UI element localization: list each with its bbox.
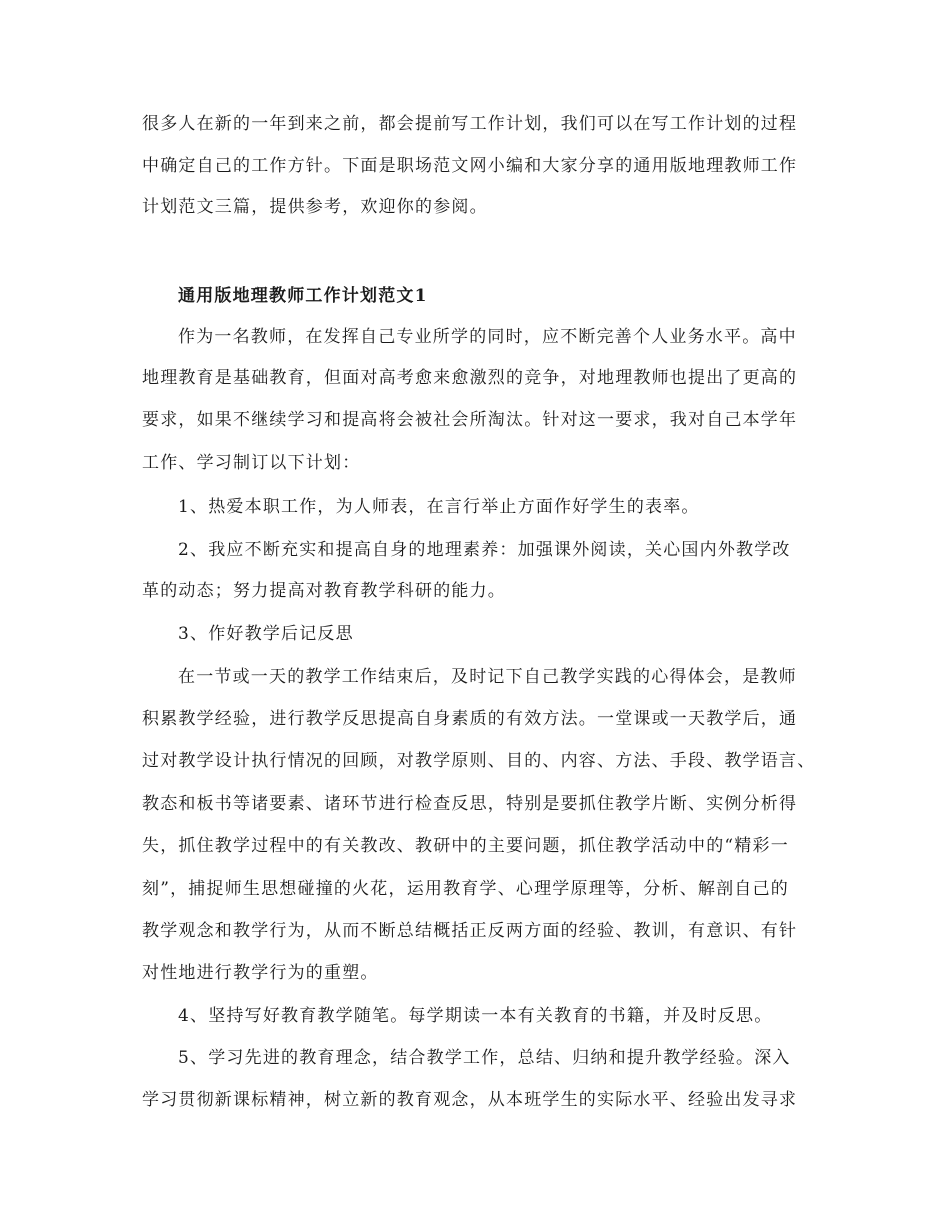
intro-line-3: 计划范文三篇，提供参考，欢迎你的参阅。 (142, 197, 488, 217)
body-line: 积累教学经验，进行教学反思提高自身素质的有效方法。一堂课或一天教学后，通 (142, 709, 798, 729)
list-item-4: 4、坚持写好教育教学随笔。每学期读一本有关教育的书籍，并及时反思。 (178, 1006, 773, 1026)
body-line: 学习贯彻新课标精神，树立新的教育观念，从本班学生的实际水平、经验出发寻求 (142, 1090, 798, 1110)
list-item-1: 1、热爱本职工作，为人师表，在言行举止方面作好学生的表率。 (178, 497, 700, 517)
body-line: 作为一名教师，在发挥自己专业所学的同时，应不断完善个人业务水平。高中 (178, 327, 797, 347)
body-line: 工作、学习制订以下计划： (142, 453, 361, 473)
body-line: 地理教育是基础教育，但面对高考愈来愈激烈的竞争，对地理教师也提出了更高的 (142, 368, 798, 388)
body-line: 教学观念和教学行为，从而不断总结概括正反两方面的经验、教训，有意识、有针 (142, 921, 798, 941)
body-line: 过对教学设计执行情况的回顾，对教学原则、目的、内容、方法、手段、教学语言、 (142, 751, 816, 771)
list-item-2: 2、我应不断充实和提高自身的地理素养：加强课外阅读，关心国内外教学改 (178, 540, 791, 560)
intro-line-1: 很多人在新的一年到来之前，都会提前写工作计划，我们可以在写工作计划的过程 (142, 114, 798, 134)
body-line: 教态和板书等诸要素、诸环节进行检查反思，特别是要抓住教学片断、实例分析得 (142, 794, 798, 814)
body-line: 失，抓住教学过程中的有关教改、教研中的主要问题，抓住教学活动中的“精彩一 (142, 836, 789, 856)
body-line: 要求，如果不继续学习和提高将会被社会所淘汰。针对这一要求，我对自己本学年 (142, 410, 798, 430)
body-line: 在一节或一天的教学工作结束后，及时记下自己教学实践的心得体会，是教师 (178, 667, 797, 687)
list-item-5: 5、学习先进的教育理念，结合教学工作，总结、归纳和提升教学经验。深入 (178, 1048, 791, 1068)
body-line: 革的动态；努力提高对教育教学科研的能力。 (142, 581, 506, 601)
section-heading: 通用版地理教师工作计划范文1 (178, 286, 428, 306)
intro-line-2: 中确定自己的工作方针。下面是职场范文网小编和大家分享的通用版地理教师工作 (142, 156, 798, 176)
body-line: 对性地进行教学行为的重塑。 (142, 963, 379, 983)
body-line: 刻”，捕捉师生思想碰撞的火花，运用教育学、心理学原理等，分析、解剖自己的 (142, 879, 789, 899)
list-item-3: 3、作好教学后记反思 (178, 624, 354, 644)
